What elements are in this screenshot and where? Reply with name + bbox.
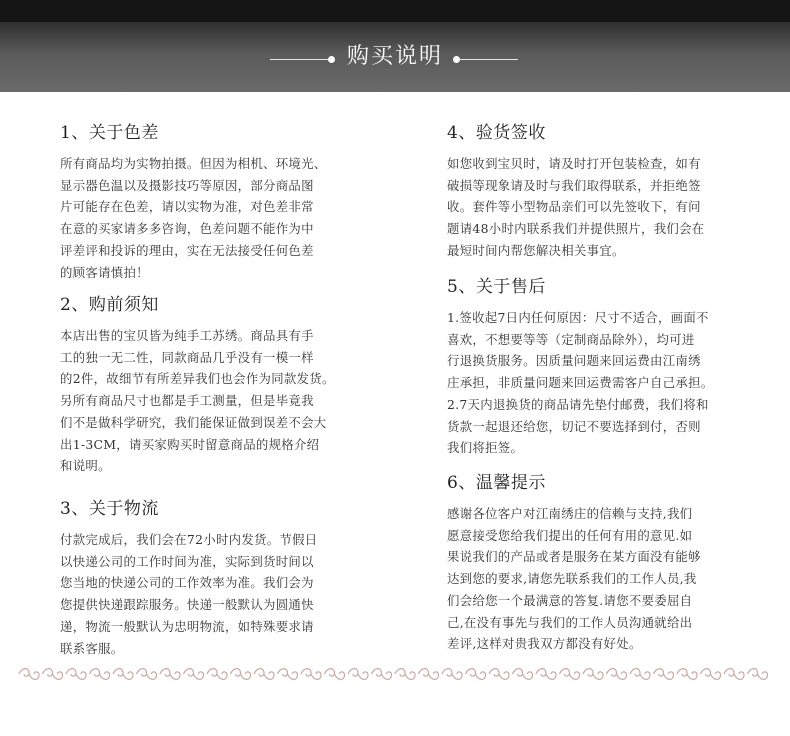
scroll-ornament-segment xyxy=(419,669,439,680)
page-title: 购买说明 xyxy=(346,44,443,69)
header-banner xyxy=(0,22,790,92)
scroll-ornament-segment xyxy=(607,669,627,680)
section-body xyxy=(60,529,360,659)
scroll-ornament-segment xyxy=(301,669,321,680)
body-line: 以快递公司的工作时间为准，实际到货时间以 xyxy=(60,553,314,569)
body-line: 付款完成后，我们会在72小时内发货。节假日 xyxy=(60,532,318,547)
body-line: 显示器色温以及摄影技巧等原因，部分商品图 xyxy=(60,177,314,193)
section-pre-purchase xyxy=(60,294,360,477)
body-line: 庄承担，非质量问题来回运费需客户自己承担。 xyxy=(447,375,714,391)
body-line: 破损等现象请及时与我们取得联系，并拒绝签 xyxy=(447,177,701,193)
body-line: 行退换货服务。因质量问题来回运费由江南绣 xyxy=(447,353,701,369)
scroll-ornament-segment xyxy=(231,669,251,680)
scroll-ornament-segment xyxy=(137,669,157,680)
scroll-ornament-segment xyxy=(513,669,533,680)
section-body xyxy=(60,325,360,477)
body-line: 所有商品均为实物拍摄。但因为相机、环境光、 xyxy=(60,156,327,171)
scroll-ornament-segment xyxy=(466,669,486,680)
scroll-ornament-segment xyxy=(536,669,556,680)
body-line: 评差评和投诉的理由，实在无法接受任何色差 xyxy=(60,242,314,258)
body-line: 本店出售的宝贝皆为纯手工苏绣。商品具有手 xyxy=(60,328,314,343)
scroll-ornament-segment xyxy=(160,669,180,680)
body-line: 您提供快递跟踪服务。快递一般默认为圆通快 xyxy=(60,597,314,613)
scroll-ornament-segment xyxy=(254,669,274,680)
body-line: 感谢各位客户对江南绣庄的信赖与支持,我们 xyxy=(447,506,693,521)
body-line: 1.签收起7日内任何原因：尺寸不适合，画面不 xyxy=(447,310,709,325)
body-line: 工的独一无二性，同款商品几乎没有一模一样 xyxy=(60,349,314,365)
body-line: 片可能存在色差，请以实物为准，对色差非常 xyxy=(60,199,314,215)
scroll-ornament-segment xyxy=(90,669,110,680)
header-dot-right xyxy=(453,56,460,63)
top-band xyxy=(0,0,790,22)
scroll-ornament-segment xyxy=(113,669,133,680)
section-title: 4、验货签收 xyxy=(447,123,546,143)
body-line: 我们将拒签。 xyxy=(447,440,524,456)
scroll-ornament-segment xyxy=(348,669,368,680)
body-line: 愿意接受您给我们提出的任何有用的意见.如 xyxy=(447,527,693,543)
body-line: 您当地的快递公司的工作效率为准。我们会为 xyxy=(60,575,314,591)
scroll-ornament-segment xyxy=(748,669,768,680)
body-line: 2.7天内退换货的商品请先垫付邮费，我们将和 xyxy=(447,396,709,412)
section-title: 2、购前须知 xyxy=(60,295,159,315)
body-line: 的2件，故细节有所差异我们也会作为同款发货。 xyxy=(60,371,335,387)
scroll-ornament-segment xyxy=(66,669,86,680)
section-body xyxy=(447,153,747,262)
scroll-ornament-segment xyxy=(325,669,345,680)
section-color-difference xyxy=(60,122,360,283)
section-title: 1、关于色差 xyxy=(60,123,159,143)
body-line: 达到您的要求,请您先联系我们的工作人员,我 xyxy=(447,571,697,587)
body-line: 另所有商品尺寸也都是手工测量，但是毕竟我 xyxy=(60,393,314,409)
section-body xyxy=(60,153,360,283)
body-line: 们不是做科学研究，我们能保证做到误差不会大 xyxy=(60,414,327,430)
body-line: 喜欢，不想要等等（定制商品除外），均可进 xyxy=(447,331,695,347)
scroll-ornament-segment xyxy=(442,669,462,680)
scroll-ornament-segment xyxy=(43,669,63,680)
scroll-ornament-segment xyxy=(560,669,580,680)
scroll-ornament-icon xyxy=(15,663,775,685)
scroll-ornament-segment xyxy=(372,669,392,680)
scroll-ornament-segment xyxy=(19,669,39,680)
section-warm-tips xyxy=(447,472,747,655)
body-line: 联系客服。 xyxy=(60,640,124,656)
scroll-ornament-segment xyxy=(395,669,415,680)
section-inspection xyxy=(447,122,747,262)
body-line: 差评,这样对贵我双方都没有好处。 xyxy=(447,636,642,652)
scroll-ornament-segment xyxy=(207,669,227,680)
section-title: 5、关于售后 xyxy=(447,277,546,297)
body-line: 的顾客请慎拍！ xyxy=(60,264,149,280)
scroll-ornament-segment xyxy=(630,669,650,680)
scroll-ornament-segment xyxy=(184,669,204,680)
section-body xyxy=(447,307,747,459)
body-line: 题请48小时内联系我们并提供照片，我们会在 xyxy=(447,221,705,237)
body-line: 出1-3CM，请买家购买时留意商品的规格介绍 xyxy=(60,436,320,452)
scroll-ornament-segment xyxy=(489,669,509,680)
header-line-right xyxy=(460,59,518,60)
scroll-ornament-segment xyxy=(654,669,674,680)
body-line: 果说我们的产品或者是服务在某方面没有能够 xyxy=(447,549,701,565)
scroll-ornament-segment xyxy=(701,669,721,680)
body-line: 收。套件等小型物品亲们可以先签收下，有问 xyxy=(447,199,701,215)
body-line: 如您收到宝贝时，请及时打开包装检查，如有 xyxy=(447,156,701,171)
section-body xyxy=(447,503,747,655)
section-title: 3、关于物流 xyxy=(60,499,159,519)
scroll-ornament-segment xyxy=(583,669,603,680)
section-logistics xyxy=(60,498,360,659)
scroll-ornament-segment xyxy=(724,669,744,680)
body-line: 在意的买家请多多咨询，色差问题不能作为中 xyxy=(60,221,314,237)
section-after-sales xyxy=(447,276,747,459)
body-line: 递，物流一般默认为忠明物流，如特殊要求请 xyxy=(60,618,314,634)
section-title: 6、温馨提示 xyxy=(447,473,546,493)
body-line: 货款一起退还给您，切记不要选择到付，否则 xyxy=(447,418,701,434)
body-line: 和说明。 xyxy=(60,458,111,474)
scroll-ornament-segment xyxy=(278,669,298,680)
body-line: 己,在没有事先与我们的工作人员沟通就给出 xyxy=(447,614,693,630)
body-line: 最短时间内帮您解决相关事宜。 xyxy=(447,242,625,258)
scroll-ornament-segment xyxy=(677,669,697,680)
body-line: 们会给您一个最满意的答复.请您不要委屈自 xyxy=(447,592,693,608)
